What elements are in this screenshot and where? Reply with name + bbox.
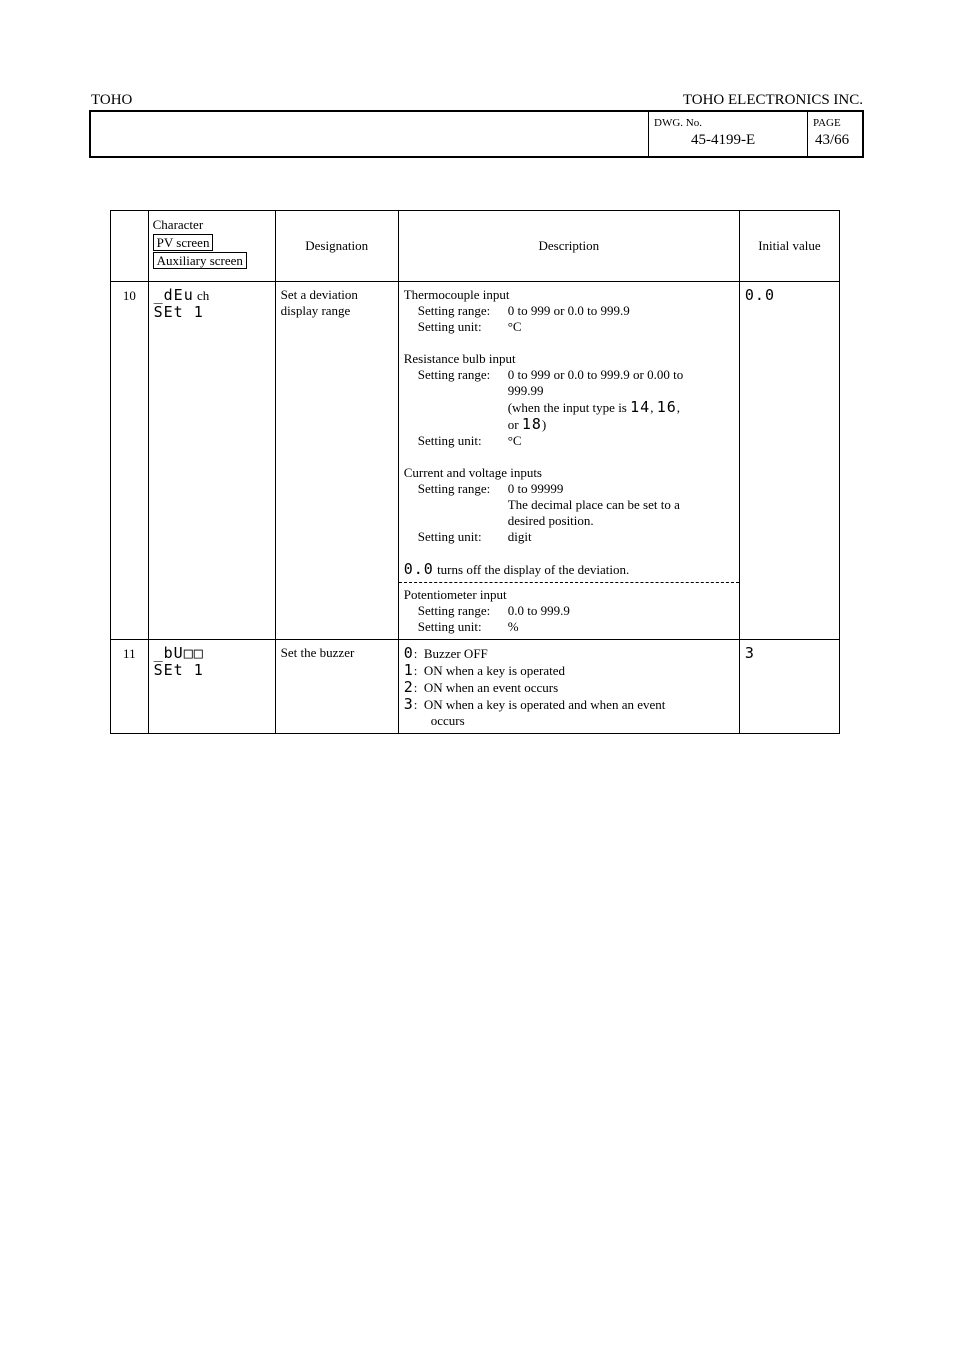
row10-aux-segment-display: SEt 1 (153, 303, 204, 321)
row11-opt0-text: Buzzer OFF (423, 646, 488, 661)
row10-pm-unit-label: Setting unit: (417, 619, 482, 634)
row10-rb-unit-value: °C (507, 433, 522, 448)
header-pv-screen-label: PV screen (153, 234, 214, 251)
row10-rb-range-label: Setting range: (417, 367, 491, 382)
row11-opt2-code: 2 (403, 678, 414, 696)
row11-aux-segment-display: SEt 1 (153, 661, 204, 679)
header-character-label: Character (152, 217, 204, 232)
header-designation-cell: Designation (275, 211, 398, 282)
header-company-full: TOHO ELECTRONICS INC. (682, 92, 863, 108)
table-header-row (111, 211, 840, 282)
row10-designation-line1: Set a deviation (280, 287, 358, 302)
row10-cv-note2: desired position. (507, 513, 594, 528)
row10-cv-note1: The decimal place can be set to a (507, 497, 680, 512)
header-no-cell (111, 211, 149, 282)
row10-off-text: turns off the display of the deviation. (437, 562, 630, 577)
row10-rb-or: or (507, 417, 519, 432)
row10-rb-range-value1: 0 to 999 or 0.0 to 999.9 or 0.00 to (507, 367, 684, 382)
header-aux-screen-label: Auxiliary screen (153, 252, 247, 269)
row10-cv-title: Current and voltage inputs (403, 465, 542, 480)
row10-tc-unit-label: Setting unit: (417, 319, 482, 334)
row11-description-cell: 0: Buzzer OFF 1: ON when a key is operated 2: ON when an event occurs 3: ON when a key is operated and when an event occurs (398, 640, 739, 734)
row11-designation-cell: Set the buzzer (275, 640, 398, 734)
table-row-11 (111, 640, 840, 734)
row10-pm-range-value: 0.0 to 999.9 (507, 603, 570, 618)
drawing-number-label: DWG. No. (654, 117, 702, 129)
row10-pm-unit-value: % (507, 619, 519, 634)
header-initial-cell: Initial value (739, 211, 839, 282)
row10-rb-title: Resistance bulb input (403, 351, 516, 366)
table-row-10 (111, 282, 840, 640)
row10-tc-title: Thermocouple input (403, 287, 510, 302)
title-block (89, 110, 864, 158)
row11-character-cell (148, 640, 275, 734)
row10-designation-line2: display range (280, 303, 351, 318)
page-label: PAGE (813, 117, 841, 129)
row10-character-cell (148, 282, 275, 640)
row11-opt3-text1: ON when a key is operated and when an event (423, 697, 666, 712)
row11-opt3-text2: occurs (430, 713, 465, 728)
row10-rb-range-value2: 999.99 (507, 383, 544, 398)
row10-rb-close: ) (541, 417, 547, 432)
row10-dashed-divider (399, 582, 739, 583)
row11-opt1-code: 1 (403, 661, 414, 679)
row10-cv-range-label: Setting range: (417, 481, 491, 496)
row10-rb-code-18: 18 (521, 415, 542, 433)
row11-opt3-code: 3 (403, 695, 414, 713)
row11-initial-cell (739, 640, 839, 734)
row10-tc-unit-value: °C (507, 319, 522, 334)
row10-off-code: 0.0 (403, 560, 434, 578)
row10-number: 10 (111, 282, 149, 640)
drawing-number-value: 45-4199-E (691, 132, 756, 148)
row11-opt1-text: ON when a key is operated (423, 663, 566, 678)
row11-opt0-code: 0 (403, 644, 414, 662)
header-company-short: TOHO (91, 92, 133, 108)
header-character-cell (148, 211, 275, 282)
row10-designation-cell (275, 282, 398, 640)
row11-initial-value: 3 (744, 644, 755, 662)
row10-cv-range-value: 0 to 99999 (507, 481, 564, 496)
row10-rb-unit-label: Setting unit: (417, 433, 482, 448)
row11-opt2-text: ON when an event occurs (423, 680, 559, 695)
row10-tc-range-value: 0 to 999 or 0.0 to 999.9 (507, 303, 630, 318)
parameter-table (110, 210, 840, 734)
row10-rb-code-16: 16 (656, 398, 677, 416)
row10-description-cell: Thermocouple input Setting range: 0 to 999 or 0.0 to 999.9 Setting unit: °C Resistance bulb input Setting range: 0 to 999 or 0.0 to 999.9 or 0.00 to 999.99 (when the input type is 14, 16, or 18) Setting unit: °C Current and voltage inputs Setting range: 0 to 99999 The decimal place can be set to a desired position. Setting unit: digit 0.0 turns off the display of the deviation. Potentiometer input Setting range: 0.0 to 999.9 Setting unit: % (398, 282, 739, 640)
row10-cv-unit-value: digit (507, 529, 532, 544)
drawing-number-box (648, 112, 808, 156)
page-value: 43/66 (815, 132, 850, 148)
row11-pv-segment-display: _bU□□ (153, 644, 204, 662)
row10-rb-when: (when the input type is (507, 400, 627, 415)
row10-cv-unit-label: Setting unit: (417, 529, 482, 544)
page-box (807, 112, 863, 156)
row10-pv-segment-display: _dEu (153, 286, 194, 304)
header-description-cell: Description (398, 211, 739, 282)
row10-pv-suffix: ch (197, 288, 210, 303)
row10-rb-code-14: 14 (630, 398, 651, 416)
row11-number: 11 (111, 640, 149, 734)
row10-tc-range-label: Setting range: (417, 303, 491, 318)
row10-initial-value: 0.0 (744, 286, 775, 304)
row10-pm-range-label: Setting range: (417, 603, 491, 618)
row10-initial-cell (739, 282, 839, 640)
row10-pm-title: Potentiometer input (403, 587, 507, 602)
